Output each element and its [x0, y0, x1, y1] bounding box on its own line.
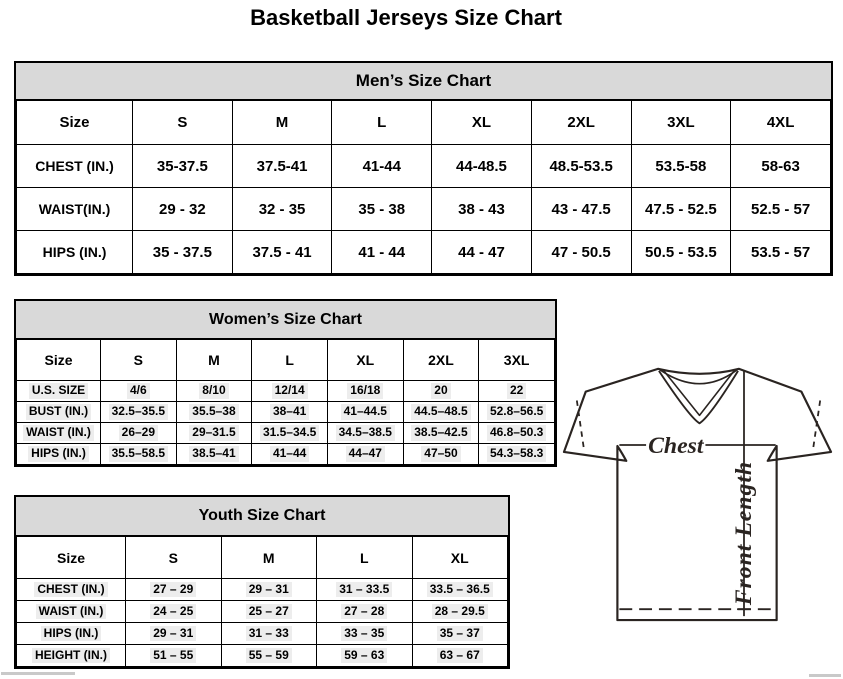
cell-value: 32.5–35.5 — [109, 404, 168, 420]
mens-table — [16, 100, 831, 274]
row-label — [17, 645, 126, 667]
table-cell — [479, 444, 555, 465]
table-cell: 53.5 - 57 — [731, 231, 831, 274]
cell-value: 27 – 28 — [341, 604, 387, 620]
table-cell — [176, 444, 252, 465]
column-header: Size — [17, 340, 101, 381]
page-title: Basketball Jerseys Size Chart — [250, 5, 562, 30]
table-cell — [252, 381, 328, 402]
jersey-measurement-diagram — [556, 356, 841, 628]
cell-value: 55 – 59 — [246, 648, 292, 664]
cell-value: 12/14 — [272, 383, 308, 399]
row-label — [17, 579, 126, 601]
table-cell — [126, 601, 222, 623]
column-header: XL — [412, 537, 508, 579]
column-header: S — [126, 537, 222, 579]
mens-caption: Men’s Size Chart — [16, 63, 831, 100]
cell-value: 44–47 — [346, 446, 385, 462]
table-cell — [176, 423, 252, 444]
table-row — [17, 579, 508, 601]
cell-value: 63 – 67 — [437, 648, 483, 664]
youth-caption: Youth Size Chart — [16, 497, 508, 536]
table-cell: 35 - 37.5 — [133, 231, 233, 274]
table-cell — [176, 381, 252, 402]
cell-value: 33 – 35 — [341, 626, 387, 642]
table-cell: 44-48.5 — [432, 145, 532, 188]
table-cell — [126, 645, 222, 667]
cell-value: 35.5–58.5 — [109, 446, 168, 462]
column-header: S — [133, 101, 233, 145]
table-cell: 58-63 — [731, 145, 831, 188]
womens-size-chart — [14, 299, 557, 467]
cell-value: HIPS (IN.) — [41, 626, 102, 642]
column-header: Size — [17, 101, 133, 145]
cell-value: 44.5–48.5 — [411, 404, 470, 420]
cell-value: 29 – 31 — [246, 582, 292, 598]
table-cell — [252, 444, 328, 465]
table-cell — [126, 623, 222, 645]
horizontal-scrollbar-thumb[interactable] — [1, 672, 75, 675]
table-cell: 52.5 - 57 — [731, 188, 831, 231]
cell-value: 26–29 — [119, 425, 158, 441]
cell-value: 54.3–58.3 — [487, 446, 546, 462]
youth-size-chart — [14, 495, 510, 669]
row-label — [17, 402, 101, 423]
column-header: 4XL — [731, 101, 831, 145]
table-cell: 48.5-53.5 — [531, 145, 631, 188]
column-header: 2XL — [403, 340, 479, 381]
youth-header-row — [17, 537, 508, 579]
column-header: 3XL — [631, 101, 731, 145]
table-row — [17, 423, 555, 444]
table-cell — [176, 402, 252, 423]
table-cell: 44 - 47 — [432, 231, 532, 274]
cell-value: 20 — [431, 383, 450, 399]
cell-value: 41–44.5 — [341, 404, 390, 420]
cell-value: 31.5–34.5 — [260, 425, 319, 441]
mens-size-chart — [14, 61, 833, 276]
cell-value: 34.5–38.5 — [336, 425, 395, 441]
cell-value: 27 – 29 — [150, 582, 196, 598]
youth-table — [16, 536, 508, 667]
table-cell: 43 - 47.5 — [531, 188, 631, 231]
column-header: 3XL — [479, 340, 555, 381]
table-cell — [412, 645, 508, 667]
table-cell — [403, 381, 479, 402]
womens-table — [16, 339, 555, 465]
column-header: S — [101, 340, 177, 381]
table-cell — [327, 381, 403, 402]
table-cell — [403, 402, 479, 423]
cell-value: WAIST (IN.) — [23, 425, 94, 441]
row-label — [17, 623, 126, 645]
row-label: WAIST(IN.) — [17, 188, 133, 231]
table-cell — [126, 579, 222, 601]
cell-value: 31 – 33 — [246, 626, 292, 642]
table-cell — [101, 444, 177, 465]
cell-value: 28 – 29.5 — [432, 604, 488, 620]
cell-value: 38.5–41 — [189, 446, 238, 462]
table-cell — [221, 645, 317, 667]
jersey-outline-icon — [556, 356, 841, 628]
cell-value: WAIST (IN.) — [36, 604, 107, 620]
cell-value: BUST (IN.) — [26, 404, 91, 420]
table-cell: 32 - 35 — [232, 188, 332, 231]
cell-value: 29 – 31 — [150, 626, 196, 642]
cell-value: 47–50 — [421, 446, 460, 462]
column-header: M — [176, 340, 252, 381]
table-cell — [327, 423, 403, 444]
table-cell: 53.5-58 — [631, 145, 731, 188]
table-row — [17, 381, 555, 402]
cell-value: CHEST (IN.) — [34, 582, 107, 598]
table-cell: 35-37.5 — [133, 145, 233, 188]
column-header: M — [221, 537, 317, 579]
row-label: CHEST (IN.) — [17, 145, 133, 188]
table-cell: 29 - 32 — [133, 188, 233, 231]
row-label — [17, 444, 101, 465]
table-cell — [101, 402, 177, 423]
table-cell — [252, 402, 328, 423]
table-cell: 41 - 44 — [332, 231, 432, 274]
column-header: 2XL — [531, 101, 631, 145]
row-label: HIPS (IN.) — [17, 231, 133, 274]
table-cell: 35 - 38 — [332, 188, 432, 231]
table-row — [17, 645, 508, 667]
table-cell — [403, 444, 479, 465]
cell-value: 35 – 37 — [437, 626, 483, 642]
table-row — [17, 444, 555, 465]
table-cell — [317, 645, 413, 667]
cell-value: HEIGHT (IN.) — [32, 648, 110, 664]
table-cell: 47.5 - 52.5 — [631, 188, 731, 231]
table-row — [17, 601, 508, 623]
cell-value: 52.8–56.5 — [487, 404, 546, 420]
cell-value: 29–31.5 — [189, 425, 238, 441]
cell-value: 4/6 — [127, 383, 150, 399]
column-header: XL — [432, 101, 532, 145]
table-cell — [252, 423, 328, 444]
cell-value: 35.5–38 — [189, 404, 238, 420]
cell-value: 59 – 63 — [341, 648, 387, 664]
cell-value: 33.5 – 36.5 — [427, 582, 493, 598]
table-cell: 37.5 - 41 — [232, 231, 332, 274]
table-cell — [403, 423, 479, 444]
cell-value: HIPS (IN.) — [28, 446, 89, 462]
table-cell — [101, 381, 177, 402]
cell-value: 24 – 25 — [150, 604, 196, 620]
womens-header-row — [17, 340, 555, 381]
column-header: XL — [327, 340, 403, 381]
table-cell — [412, 579, 508, 601]
table-row — [17, 145, 831, 188]
column-header: L — [252, 340, 328, 381]
row-label — [17, 601, 126, 623]
front-length-label: Front Length — [730, 460, 757, 606]
cell-value: U.S. SIZE — [29, 383, 88, 399]
cell-value: 51 – 55 — [150, 648, 196, 664]
table-cell: 47 - 50.5 — [531, 231, 631, 274]
table-cell — [317, 601, 413, 623]
table-cell — [412, 601, 508, 623]
table-cell: 50.5 - 53.5 — [631, 231, 731, 274]
cell-value: 38.5–42.5 — [411, 425, 470, 441]
column-header: L — [332, 101, 432, 145]
table-row — [17, 402, 555, 423]
table-cell — [327, 444, 403, 465]
table-cell — [317, 623, 413, 645]
cell-value: 31 – 33.5 — [336, 582, 392, 598]
table-cell — [479, 423, 555, 444]
column-header: Size — [17, 537, 126, 579]
table-cell — [317, 579, 413, 601]
cell-value: 25 – 27 — [246, 604, 292, 620]
column-header: M — [232, 101, 332, 145]
table-row — [17, 623, 508, 645]
cell-value: 38–41 — [270, 404, 309, 420]
cell-value: 8/10 — [199, 383, 228, 399]
chest-label: Chest — [648, 432, 704, 459]
table-cell — [221, 579, 317, 601]
table-cell — [221, 601, 317, 623]
table-cell — [412, 623, 508, 645]
row-label — [17, 381, 101, 402]
cell-value: 22 — [507, 383, 526, 399]
horizontal-scrollbar-thumb[interactable] — [809, 674, 841, 677]
womens-caption: Women’s Size Chart — [16, 301, 555, 339]
row-label — [17, 423, 101, 444]
cell-value: 46.8–50.3 — [487, 425, 546, 441]
table-row — [17, 188, 831, 231]
table-cell — [221, 623, 317, 645]
table-cell — [101, 423, 177, 444]
table-cell: 41-44 — [332, 145, 432, 188]
cell-value: 16/18 — [347, 383, 383, 399]
table-cell — [479, 402, 555, 423]
column-header: L — [317, 537, 413, 579]
table-cell: 38 - 43 — [432, 188, 532, 231]
table-cell: 37.5-41 — [232, 145, 332, 188]
table-cell — [327, 402, 403, 423]
table-row — [17, 231, 831, 274]
mens-header-row — [17, 101, 831, 145]
cell-value: 41–44 — [270, 446, 309, 462]
table-cell — [479, 381, 555, 402]
